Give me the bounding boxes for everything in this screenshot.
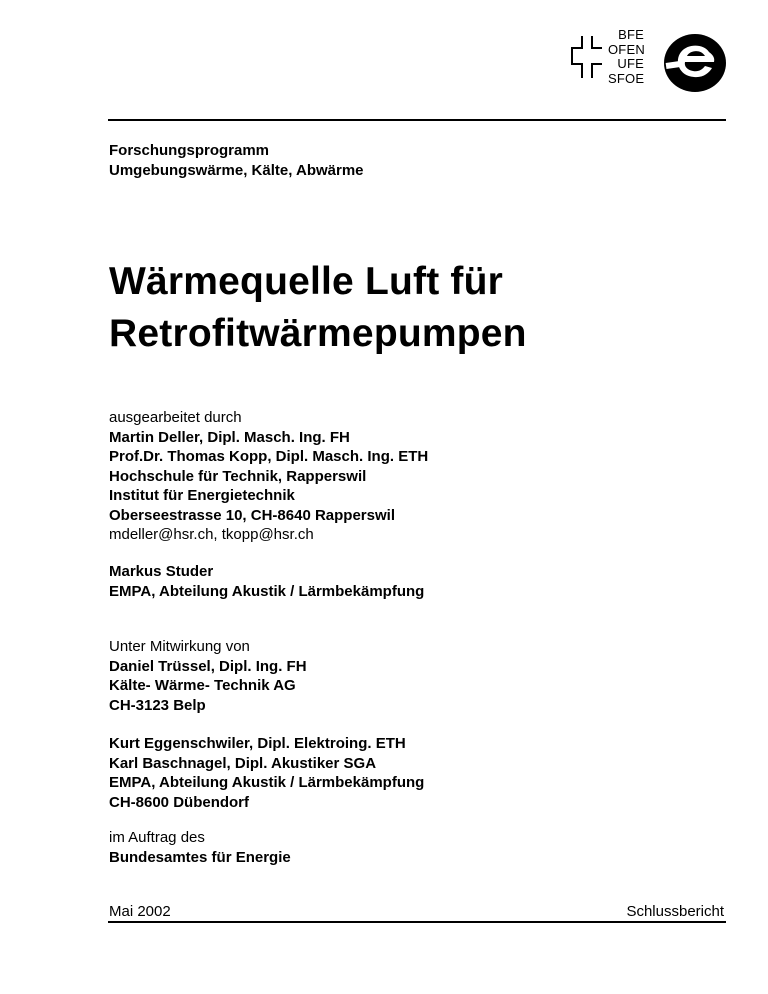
eggenschwiler-block: [109, 734, 719, 812]
studer-block: [109, 562, 719, 601]
auftrag-intro: im Auftrag des: [109, 829, 205, 846]
document-title: [109, 256, 719, 360]
author-line: Oberseestrasse 10, CH-8640 Rapperswil: [109, 506, 395, 524]
top-rule: [108, 119, 726, 121]
mitwirkung-line: Kälte- Wärme- Technik AG: [109, 677, 296, 694]
logo-line: UFE: [617, 56, 644, 71]
author-line: Hochschule für Technik, Rapperswil: [109, 467, 367, 485]
swiss-cross-outline-icon: [570, 34, 604, 80]
energie-e-icon: [662, 32, 728, 94]
mitwirkung-intro: Unter Mitwirkung von: [109, 638, 250, 655]
title-line: Retrofitwärmepumpen: [109, 312, 527, 355]
eggen-line: CH-8600 Dübendorf: [109, 793, 250, 811]
program-line: Umgebungswärme, Kälte, Abwärme: [109, 161, 364, 179]
auftrag-line: Bundesamtes für Energie: [109, 848, 291, 866]
logo-line: BFE: [618, 27, 644, 42]
authors-block: [109, 408, 719, 545]
report-type: Schlussbericht: [626, 903, 724, 920]
author-line: Prof.Dr. Thomas Kopp, Dipl. Masch. Ing. ETH: [109, 448, 429, 465]
logo-line: SFOE: [608, 70, 645, 86]
mitwirkung-line: CH-3123 Belp: [109, 696, 206, 714]
author-line: Institut für Energietechnik: [109, 487, 295, 504]
author-line: Martin Deller, Dipl. Masch. Ing. FH: [109, 428, 350, 446]
authors-email: mdeller@hsr.ch, tkopp@hsr.ch: [109, 526, 314, 543]
authors-intro: ausgearbeitet durch: [109, 409, 242, 426]
auftrag-block: [109, 828, 719, 867]
eggen-line: Karl Baschnagel, Dipl. Akustiker SGA: [109, 754, 377, 772]
eggen-line: EMPA, Abteilung Akustik / Lärmbekämpfung: [109, 774, 425, 791]
mitwirkung-line: Daniel Trüssel, Dipl. Ing. FH: [109, 657, 307, 675]
bottom-rule: [108, 921, 726, 923]
bfe-logo: [570, 28, 730, 98]
program-line: Forschungsprogramm: [109, 142, 270, 159]
studer-line: EMPA, Abteilung Akustik / Lärmbekämpfung: [109, 582, 425, 600]
report-date: Mai 2002: [109, 903, 171, 920]
logo-line: OFEN: [608, 41, 645, 57]
logo-text: [608, 28, 644, 86]
eggen-line: Kurt Eggenschwiler, Dipl. Elektroing. ETH: [109, 735, 406, 752]
mitwirkung-block: [109, 637, 719, 715]
title-line: Wärmequelle Luft für: [109, 260, 504, 303]
studer-line: Markus Studer: [109, 563, 214, 580]
program-heading: [109, 141, 719, 180]
